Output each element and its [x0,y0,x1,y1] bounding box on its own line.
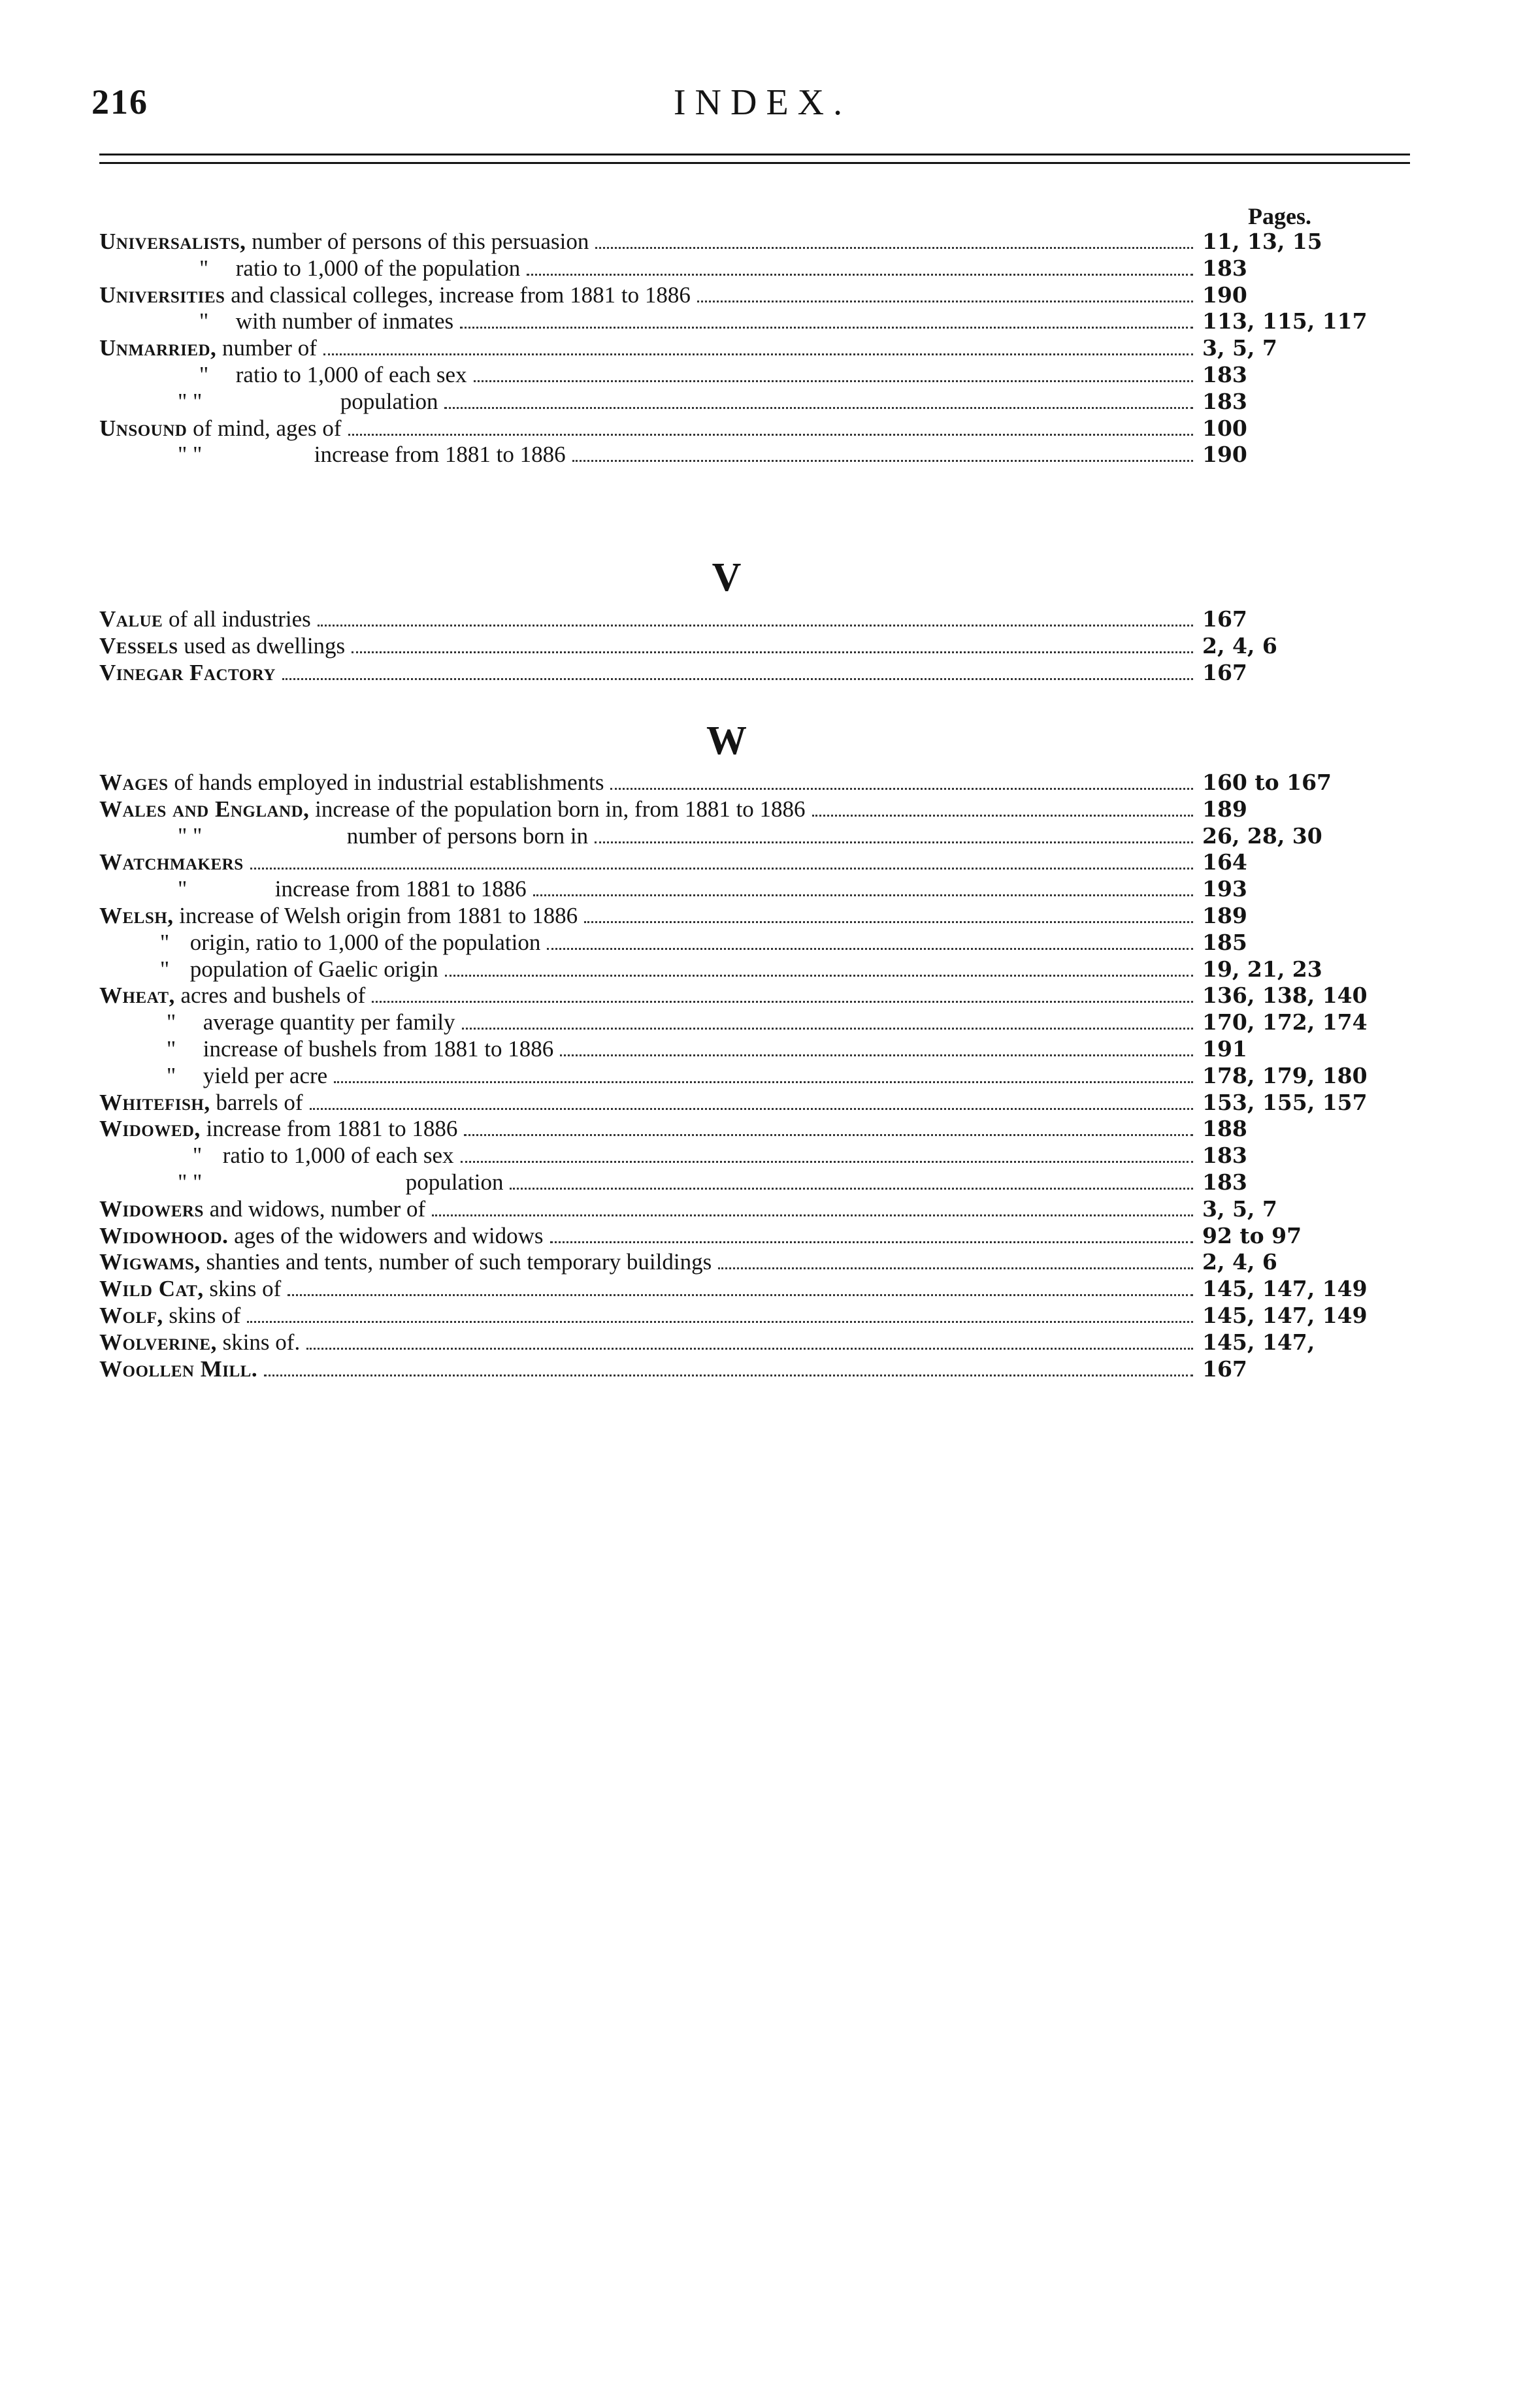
dot-leader [584,921,1193,923]
entry-heading: Widowers [99,1196,204,1222]
ditto-mark: " " [178,442,203,468]
index-entry [99,1169,1367,1196]
index-entry [99,1116,1367,1143]
dot-leader [445,975,1193,977]
index-entry [99,983,1367,1009]
section-letter-w: W [706,719,747,763]
entry-pages: 145, 147, 149 [1202,1302,1368,1328]
entry-pages: 170, 172, 174 [1202,1009,1368,1035]
index-section-v [99,549,1367,686]
index-entry [99,849,1367,876]
index-entry [99,1063,1367,1090]
dot-leader [812,815,1193,817]
entry-text: population [340,388,438,414]
ditto-mark: " " [178,822,203,849]
entry-text: increase of bushels from 1881 to 1886 [203,1035,554,1062]
dot-leader [247,1321,1193,1323]
index-entry [99,770,1367,796]
entry-text: origin, ratio to 1,000 of the population [189,929,541,955]
entry-heading: Vessels [99,632,178,659]
entry-pages: 191 [1202,1035,1247,1062]
dot-leader [610,788,1193,790]
header-rule-top [99,154,1410,155]
ditto-mark: " [199,361,209,387]
entry-heading: Universalists, [99,229,246,254]
ditto-mark: " [192,1143,203,1169]
dot-leader [718,1267,1193,1269]
entry-pages: 11, 13, 15 [1202,229,1322,254]
dot-leader [282,678,1193,680]
index-entry [99,956,1367,983]
index-entry [99,1223,1367,1250]
index-entry [99,1276,1367,1303]
dot-leader [306,1348,1193,1350]
ditto-mark: " [166,1009,176,1035]
header-rule-bottom [99,162,1410,164]
entry-text: number of [216,335,317,361]
entry-heading: Unsound [99,415,188,441]
entry-pages: 26, 28, 30 [1202,822,1322,849]
entry-text: average quantity per family [203,1009,455,1035]
ditto-mark: " [166,1035,176,1062]
entry-text: skins of [203,1276,282,1302]
entry-text: ratio to 1,000 of each sex [235,361,467,387]
entry-text: of mind, ages of [187,415,342,441]
entry-heading: Wolverine, [99,1329,217,1355]
entry-text: ages of the widowers and widows [228,1222,544,1248]
dot-leader [323,353,1193,355]
ditto-mark: " [178,876,188,902]
index-entry [99,1303,1367,1329]
dot-leader [352,651,1193,653]
entry-text: ratio to 1,000 of each sex [222,1143,454,1169]
entry-heading: Wages [99,770,169,795]
entry-text: with number of inmates [235,308,454,334]
entry-pages: 188 [1202,1116,1247,1142]
dot-leader [460,327,1193,329]
index-entry [99,1090,1367,1116]
dot-leader [547,948,1193,950]
dot-leader [533,894,1193,896]
index-entry [99,1329,1367,1356]
dot-leader [461,1161,1193,1163]
index-entry [99,1196,1367,1223]
index-entry [99,930,1367,956]
entry-pages: 164 [1202,849,1247,875]
dot-leader [595,841,1193,843]
entry-pages: 183 [1202,1169,1247,1195]
entry-text: population [405,1169,504,1195]
dot-leader [474,380,1193,382]
entry-text: increase from 1881 to 1886 [274,876,527,902]
entry-text: and classical colleges, increase from 1881 to 1886 [225,282,691,308]
index-entry [99,796,1367,823]
entry-heading: Wolf, [99,1302,163,1328]
entry-pages: 183 [1202,1143,1247,1169]
entry-pages: 167 [1202,1356,1247,1382]
dot-leader [550,1241,1194,1243]
entry-heading: Universities [99,282,225,308]
entry-text: increase of Welsh origin from 1881 to 1886 [173,902,578,928]
entry-pages: 190 [1202,442,1247,468]
entry-pages: 136, 138, 140 [1202,983,1368,1009]
index-section-w [99,712,1367,1382]
entry-heading: Unmarried, [99,335,217,361]
entry-pages: 167 [1202,659,1247,685]
entry-text: shanties and tents, number of such temporary buildings [200,1249,712,1275]
ditto-mark: " [166,1062,176,1088]
index-entry [99,389,1367,415]
page-number: 216 [91,82,148,122]
index-entry [99,876,1367,903]
entry-pages: 189 [1202,796,1247,822]
index-entry [99,660,1367,687]
index-entry [99,229,1367,255]
index-entry [99,1143,1367,1169]
dot-leader [444,407,1193,409]
index-section-u [99,229,1367,468]
index-entry [99,1356,1367,1383]
entry-pages: 160 to 167 [1202,770,1332,795]
page-title: INDEX. [673,82,852,123]
entry-pages: 3, 5, 7 [1202,1196,1277,1222]
entry-heading: Widowed, [99,1116,201,1142]
index-entry [99,362,1367,389]
dot-leader [527,274,1193,276]
dot-leader [287,1294,1193,1296]
entry-heading: Wigwams, [99,1249,201,1275]
entry-heading: Welsh, [99,902,174,928]
entry-pages: 153, 155, 157 [1202,1089,1368,1115]
entry-heading: Value [99,606,163,632]
dot-leader [372,1001,1193,1003]
ditto-mark: " [159,929,170,955]
entry-pages: 167 [1202,606,1247,632]
index-entry [99,823,1367,850]
ditto-mark: " [199,308,209,334]
dot-leader [318,625,1193,626]
entry-heading: Vinegar Factory [99,659,276,685]
entry-text: skins of [163,1302,241,1328]
section-letter-v: V [712,555,742,600]
index-entry [99,442,1367,468]
pages-column-header: Pages. [1248,203,1311,229]
dot-leader [264,1375,1193,1376]
entry-text: ratio to 1,000 of the population [235,255,521,281]
entry-pages: 178, 179, 180 [1202,1062,1368,1088]
entry-text: number of persons of this persuasion [246,229,589,254]
entry-text: barrels of [210,1089,303,1115]
dot-leader [464,1134,1193,1136]
entry-text: increase from 1881 to 1886 [314,442,566,468]
entry-pages: 183 [1202,255,1247,281]
dot-leader [348,434,1193,436]
entry-pages: 145, 147, 149 [1202,1276,1368,1302]
entry-text: used as dwellings [178,632,346,659]
index-entry [99,1036,1367,1063]
index-entry [99,903,1367,930]
dot-leader [432,1214,1193,1216]
entry-text: of all industries [163,606,311,632]
index-entry [99,606,1367,633]
dot-leader [560,1054,1193,1056]
entry-pages: 3, 5, 7 [1202,335,1277,361]
entry-pages: 190 [1202,282,1247,308]
entry-pages: 145, 147, [1202,1329,1315,1355]
entry-text: population of Gaelic origin [189,956,438,982]
entry-pages: 2, 4, 6 [1202,632,1277,659]
entry-pages: 2, 4, 6 [1202,1249,1277,1275]
entry-heading: Watchmakers [99,849,244,875]
entry-heading: Wales and England, [99,796,310,822]
entry-text: acres and bushels of [174,983,366,1009]
entry-text: yield per acre [203,1062,328,1088]
ditto-mark: " " [178,388,203,414]
entry-heading: Wheat, [99,983,175,1009]
ditto-mark: '' [199,255,208,281]
entry-text: skins of. [216,1329,301,1355]
entry-pages: 183 [1202,361,1247,387]
ditto-mark: " " [178,1169,203,1195]
entry-heading: Whitefish, [99,1089,210,1115]
dot-leader [250,868,1193,870]
dot-leader [310,1108,1193,1110]
entry-text: increase from 1881 to 1886 [200,1116,458,1142]
index-entry [99,282,1367,309]
entry-pages: 185 [1202,929,1247,955]
entry-pages: 113, 115, 117 [1202,308,1368,334]
entry-text: number of persons born in [346,822,589,849]
entry-pages: 92 to 97 [1202,1222,1302,1248]
entry-pages: 189 [1202,902,1247,928]
entry-heading: Wild Cat, [99,1276,204,1302]
entry-pages: 19, 21, 23 [1202,956,1322,982]
index-entry [99,415,1367,442]
dot-leader [697,301,1193,302]
entry-pages: 183 [1202,388,1247,414]
entry-pages: 193 [1202,876,1247,902]
entry-pages: 100 [1202,415,1247,441]
entry-text: increase of the population born in, from 1881 to 1886 [309,796,806,822]
index-entry [99,255,1367,282]
index-entry [99,308,1367,335]
dot-leader [334,1081,1193,1083]
index-entry [99,633,1367,660]
dot-leader [572,460,1193,462]
ditto-mark: " [159,956,170,982]
index-entry [99,1009,1367,1036]
index-entry [99,335,1367,362]
index-entry [99,1249,1367,1276]
dot-leader [510,1188,1193,1190]
entry-text: and widows, number of [203,1196,426,1222]
entry-heading: Widowhood. [99,1222,229,1248]
dot-leader [595,247,1193,249]
entry-heading: Woollen Mill. [99,1356,258,1382]
dot-leader [462,1028,1193,1030]
entry-text: of hands employed in industrial establishments [168,770,604,795]
